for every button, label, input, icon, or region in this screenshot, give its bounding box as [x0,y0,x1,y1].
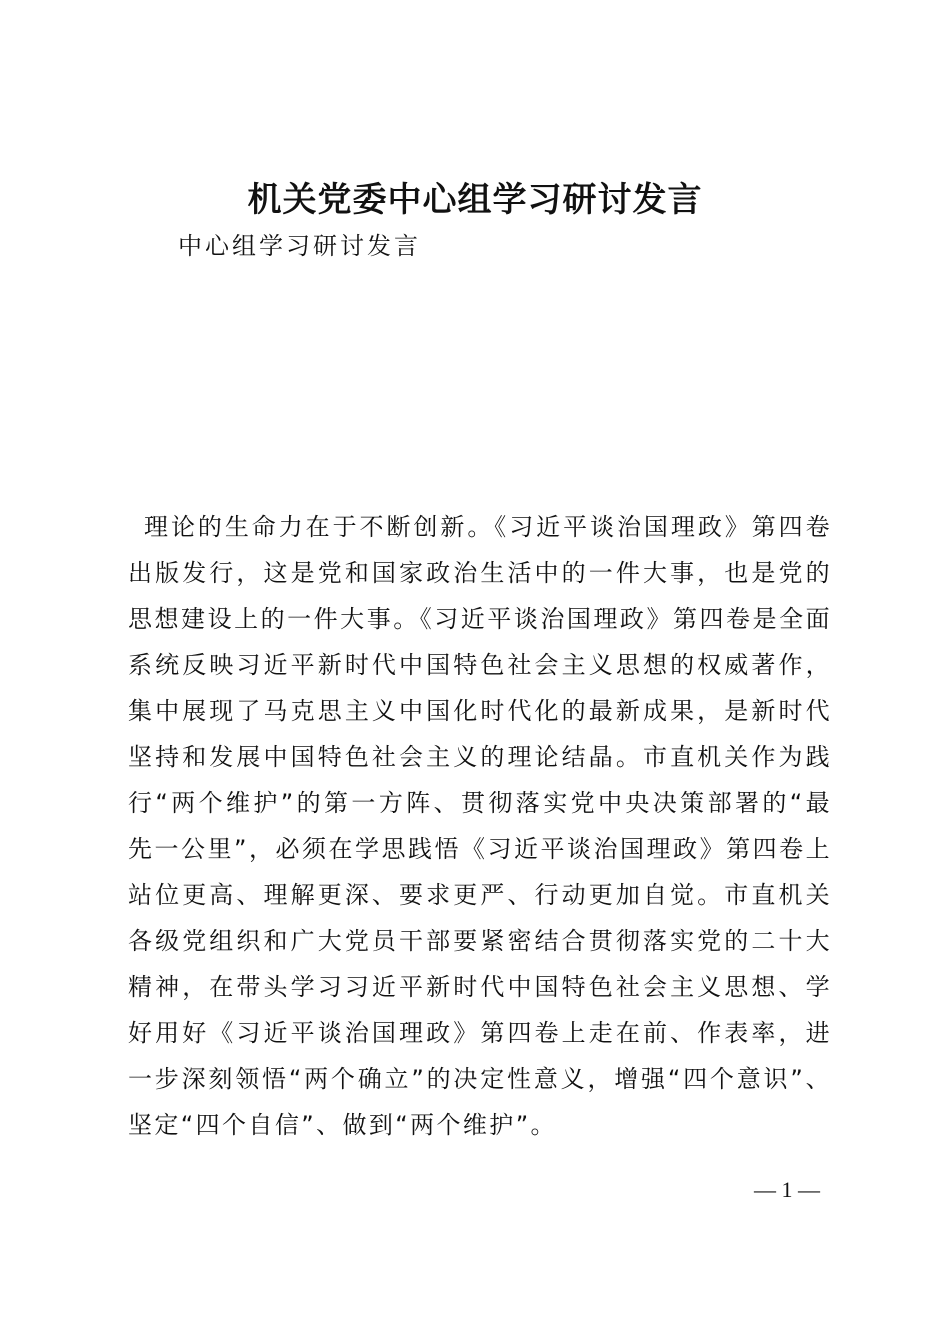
body-paragraph: 理论的生命力在于不断创新。《习近平谈治国理政》第四卷出版发行，这是党和国家政治生活中的一件大事，也是党的思想建设上的一件大事。《习近平谈治国理政》第四卷是全面系统反映习近平新时代中国特色社会主义思想的权威著作，集中展现了马克思主义中国化时代化的最新成果，是新时代坚持和发展中国特色社会主义的理论结晶。市直机关作为践行“两个维护”的第一方阵、贯彻落实党中央决策部署的“最先一公里”，必须在学思践悟《习近平谈治国理政》第四卷上站位更高、理解更深、要求更严、行动更加自觉。市直机关各级党组织和广大党员干部要紧密结合贯彻落实党的二十大精神，在带头学习习近平新时代中国特色社会主义思想、学好用好《习近平谈治国理政》第四卷上走在前、作表率，进一步深刻领悟“两个确立”的决定性意义，增强“四个意识”、坚定“四个自信”、做到“两个维护”。 [128,513,832,1139]
page-number: — 1 — [754,1177,820,1202]
document-subtitle: 中心组学习研讨发言 [178,232,421,260]
document-title: 机关党委中心组学习研讨发言 [247,180,703,220]
